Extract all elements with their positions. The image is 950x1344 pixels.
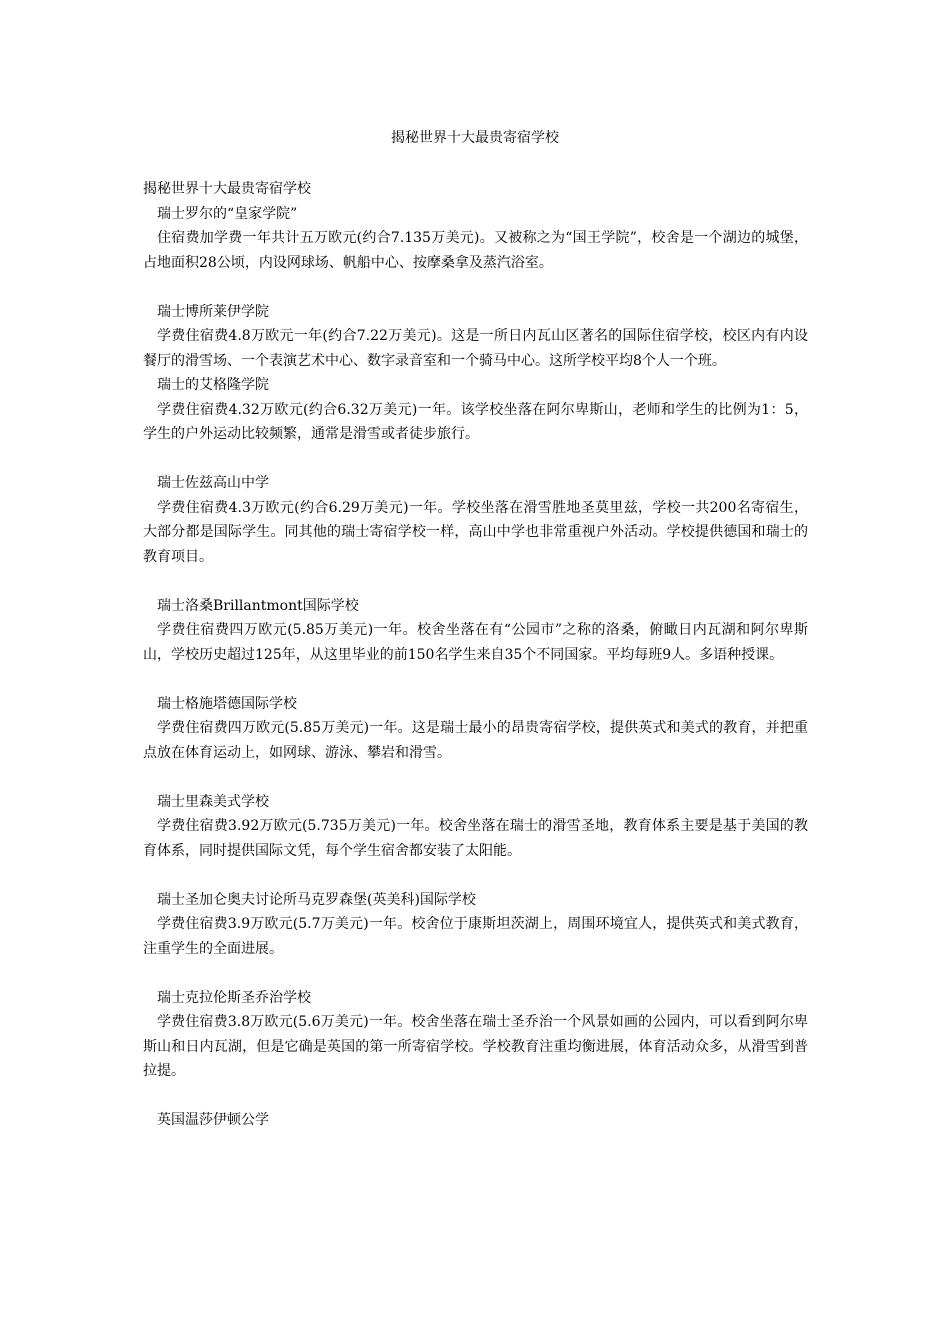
- paragraph-gap: [143, 569, 808, 594]
- section-heading: 瑞士佐兹高山中学: [157, 475, 269, 491]
- section-body: 学费住宿费4.3万欧元(约合6.29万美元)一年。学校坐落在滑雪胜地圣莫里兹，学校一共200名寄宿生，大部分都是国际学生。同其他的瑞士寄宿学校一样，高山中学也非常重视户外活动。学校提供德国和瑞士的教育项目。: [143, 499, 808, 565]
- paragraph-gap: [143, 275, 808, 300]
- section-body: 住宿费加学费一年共计五万欧元(约合7.135万美元)。又被称之为“国王学院”，校舍是一个湖边的城堡，占地面积28公顷，内设网球场、帆船中心、按摩桑拿及蒸汽浴室。: [143, 230, 808, 271]
- section-body: 学费住宿费3.9万欧元(5.7万美元)一年。校舍位于康斯坦茨湖上，周围环境宜人，提供英式和美式教育，注重学生的全面进展。: [143, 916, 808, 957]
- section-body: 学费住宿费四万欧元(5.85万美元)一年。这是瑞士最小的昂贵寄宿学校，提供英式和美式的教育，并把重点放在体育运动上，如网球、游泳、攀岩和滑雪。: [143, 720, 808, 761]
- section-body: 学费住宿费4.8万欧元一年(约合7.22万美元)。这是一所日内瓦山区著名的国际住宿学校，校区内有内设餐厅的滑雪场、一个表演艺术中心、数字录音室和一个骑马中心。这所学校平均8个人一个班。: [143, 328, 808, 369]
- section-heading: 瑞士格施塔德国际学校: [157, 695, 297, 712]
- paragraph-gap: [143, 1084, 808, 1109]
- paragraph-gap: [143, 447, 808, 472]
- paragraph-gap: [143, 863, 808, 888]
- intro-heading: 揭秘世界十大最贵寄宿学校: [143, 181, 311, 197]
- paragraph-gap: [143, 765, 808, 790]
- section-body: 学费住宿费4.32万欧元(约合6.32万美元)一年。该学校坐落在阿尔卑斯山，老师和学生的比例为1：5，学生的户外运动比较频繁，通常是滑雪或者徒步旅行。: [143, 401, 808, 442]
- paragraph-gap: [143, 667, 808, 692]
- section-heading: 瑞士圣加仑奥夫讨论所马克罗森堡(英美科)国际学校: [157, 891, 476, 908]
- section-body: 学费住宿费四万欧元(5.85万美元)一年。校舍坐落在有“公园市”之称的洛桑，俯瞰日内瓦湖和阿尔卑斯山，学校历史超过125年，从这里毕业的前150名学生来自35个不同国家。平均每班9人。多语种授课。: [143, 622, 808, 663]
- paragraph-gap: [143, 961, 808, 986]
- document-body: [143, 177, 808, 1133]
- section-heading: 瑞士罗尔的“皇家学院”: [157, 205, 298, 222]
- section-heading: 瑞士里森美式学校: [157, 793, 269, 810]
- section-heading: 瑞士洛桑Brillantmont国际学校: [157, 597, 359, 614]
- section-heading: 瑞士克拉伦斯圣乔治学校: [157, 989, 311, 1006]
- section-body: 学费住宿费3.8万欧元(5.6万美元)一年。校舍坐落在瑞士圣乔治一个风景如画的公园内，可以看到阿尔卑斯山和日内瓦湖，但是它确是英国的第一所寄宿学校。学校教育注重均衡进展，体育活动众多，从滑雪到普拉提。: [143, 1014, 808, 1079]
- section-heading: 瑞士的艾格隆学院: [157, 377, 269, 393]
- section-heading: 英国温莎伊顿公学: [157, 1112, 269, 1128]
- page-title: 揭秘世界十大最贵寄宿学校: [391, 130, 559, 146]
- section-heading: 瑞士博所莱伊学院: [157, 303, 269, 320]
- section-body: 学费住宿费3.92万欧元(5.735万美元)一年。校舍坐落在瑞士的滑雪圣地，教育体系主要是基于美国的教育体系，同时提供国际文凭，每个学生宿舍都安装了太阳能。: [143, 818, 808, 859]
